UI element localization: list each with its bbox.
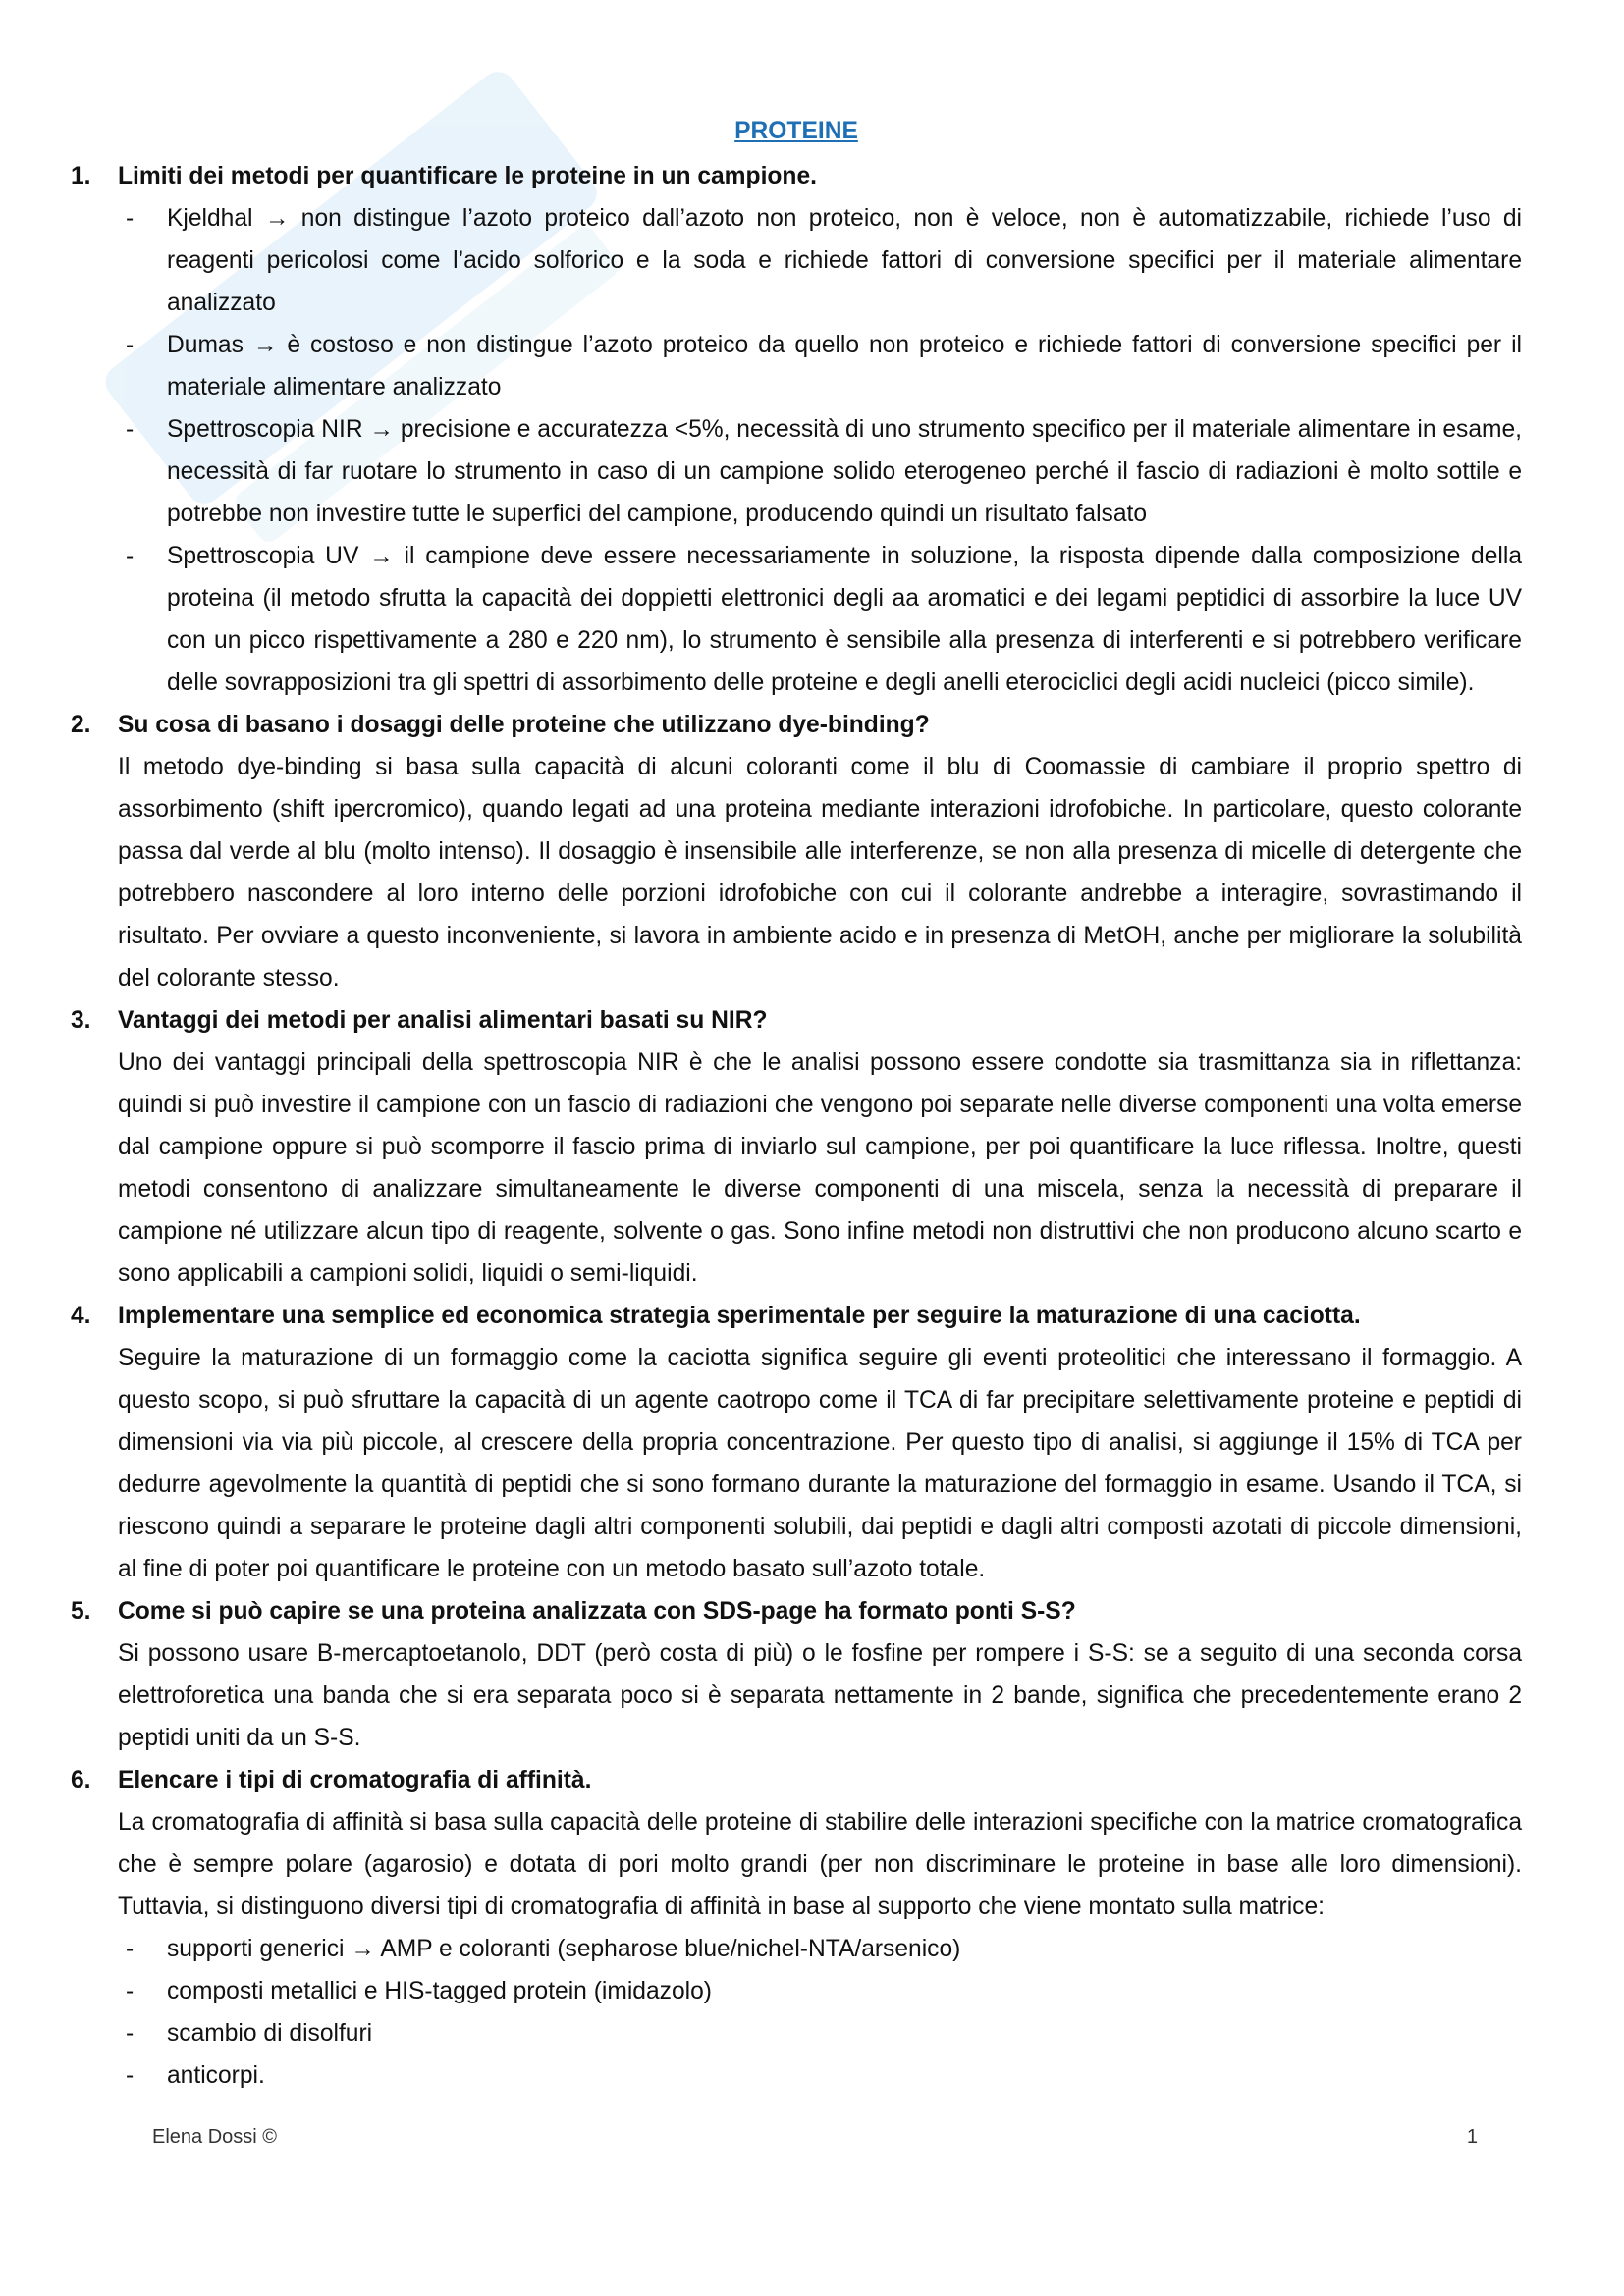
question-text: Elencare i tipi di cromatografia di affinità. — [118, 1767, 592, 1793]
answer-paragraph: Si possono usare B-mercaptoetanolo, DDT (però costa di più) o le fosfine per rompere i S-S: se a seguito di una seconda corsa elettroforetica una banda che si era separata poco si è separata nettamente in 2 bande, significa che precedentemente erano 2 peptidi uniti da un S-S. — [118, 1640, 1522, 1751]
list-item-text: Spettroscopia UV → il campione deve essere necessariamente in soluzione, la risposta dipende dalla composizione della proteina (il metodo sfrutta la capacità dei doppietti elettronici degli aa aromatici e dei legami peptidici di assorbire la luce UV con un picco rispettivamente a 280 e 220 nm), lo strumento è sensibile alla presenza di interferenti e si potrebbero verificare delle sovrapposizioni tra gli spettri di assorbimento delle proteine e degli anelli eterociclici degli acidi nucleici (picco simile). — [167, 543, 1522, 696]
list-item — [71, 324, 1522, 408]
bullet-dash: - — [126, 332, 135, 358]
section-2 — [71, 704, 1522, 999]
section-6 — [71, 1759, 1522, 2097]
answer-paragraph: Seguire la maturazione di un formaggio come la caciotta significa seguire gli eventi proteolitici che interessano il formaggio. A questo scopo, si può sfruttare la capacità di un agente caotropo come il TCA di far precipitare selettivamente proteine e peptidi di dimensioni via via più piccole, al crescere della propria concentrazione. Per questo tipo di analisi, si aggiunge il 15% di TCA per dedurre agevolmente la quantità di peptidi che si sono formano durante la maturazione del formaggio in esame. Usando il TCA, si riescono quindi a separare le proteine dagli altri componenti solubili, dai peptidi e dagli altri composti azotati di piccole dimensioni, al fine di poter poi quantificare le proteine con un metodo basato sull’azoto totale. — [118, 1345, 1522, 1582]
question-number: 6. — [71, 1767, 91, 1793]
list-item — [71, 1970, 1522, 2012]
question-number: 3. — [71, 1007, 91, 1034]
list-item — [71, 408, 1522, 535]
document-title: PROTEINE — [734, 118, 858, 144]
list-item-text: Spettroscopia NIR → precisione e accuratezza <5%, necessità di uno strumento specifico per il materiale alimentare in esame, necessità di far ruotare lo strumento in caso di un campione solido eterogeneo perché il fascio di radiazioni è molto sottile e potrebbe non investire tutte le superfici del campione, producendo quindi un risultato falsato — [167, 416, 1522, 527]
list-item-text: supporti generici → AMP e coloranti (sepharose blue/nichel-NTA/arsenico) — [167, 1936, 961, 1962]
list-item-text: scambio di disolfuri — [167, 2020, 373, 2047]
limits-list — [71, 197, 1522, 704]
footer-author: Elena Dossi © — [152, 2126, 278, 2148]
list-item-text: Dumas → è costoso e non distingue l’azoto proteico da quello non proteico e richiede fattori di conversione specifici per il materiale alimentare analizzato — [167, 332, 1522, 400]
section-1 — [71, 155, 1522, 704]
question-text: Su cosa di basano i dosaggi delle proteine che utilizzano dye-binding? — [118, 712, 930, 738]
answer-paragraph: Il metodo dye-binding si basa sulla capacità di alcuni coloranti come il blu di Coomassie di cambiare il proprio spettro di assorbimento (shift ipercromico), quando legati ad una proteina mediante interazioni idrofobiche. In particolare, questo colorante passa dal verde al blu (molto intenso). Il dosaggio è insensibile alle interferenze, se non alla presenza di micelle di detergente che potrebbero nascondere al loro interno delle porzioni idrofobiche con cui il colorante andrebbe a interagire, sovrastimando il risultato. Per ovviare a questo inconveniente, si lavora in ambiente acido e in presenza di MetOH, anche per migliorare la solubilità del colorante stesso. — [118, 754, 1522, 991]
question-heading — [71, 1295, 1522, 1337]
question-heading — [71, 999, 1522, 1041]
list-item — [71, 2012, 1522, 2055]
bullet-dash: - — [126, 2062, 135, 2089]
list-item-text: composti metallici e HIS-tagged protein (imidazolo) — [167, 1978, 712, 2004]
page-number: 1 — [1466, 2126, 1478, 2148]
answer-paragraph: La cromatografia di affinità si basa sulla capacità delle proteine di stabilire delle interazioni specifiche con la matrice cromatografica che è sempre polare (agarosio) e dotata di pori molto grandi (per non discriminare le proteine in base alle loro dimensioni). Tuttavia, si distinguono diversi tipi di cromatografia di affinità in base al supporto che viene montato sulla matrice: — [118, 1809, 1522, 1920]
question-number: 2. — [71, 712, 91, 738]
question-number: 5. — [71, 1598, 91, 1625]
section-4 — [71, 1295, 1522, 1590]
bullet-dash: - — [126, 416, 135, 443]
question-number: 4. — [71, 1303, 91, 1329]
question-text: Implementare una semplice ed economica strategia sperimentale per seguire la maturazione di una caciotta. — [118, 1303, 1361, 1329]
section-3 — [71, 999, 1522, 1295]
question-heading — [71, 704, 1522, 746]
question-number: 1. — [71, 163, 91, 189]
list-item — [71, 1928, 1522, 1970]
document-body — [71, 110, 1522, 2097]
list-item-text: Kjeldhal → non distingue l’azoto proteico dall’azoto non proteico, non è veloce, non è automatizzabile, richiede l’uso di reagenti pericolosi come l’acido solforico e la soda e richiede fattori di conversione specifici per il materiale alimentare analizzato — [167, 205, 1522, 316]
answer-paragraph: Uno dei vantaggi principali della spettroscopia NIR è che le analisi possono essere condotte sia trasmittanza sia in riflettanza: quindi si può investire il campione con un fascio di radiazioni che vengono poi separate nelle diverse componenti una volta emerse dal campione oppure si può scomporre il fascio prima di inviarlo sul campione, per poi quantificare la luce riflessa. Inoltre, questi metodi consentono di analizzare simultaneamente le diverse componenti di una miscela, senza la necessità di preparare il campione né utilizzare alcun tipo di reagente, solvente o gas. Sono infine metodi non distruttivi che non producono alcuno scarto e sono applicabili a campioni solidi, liquidi o semi-liquidi. — [118, 1049, 1522, 1287]
question-heading — [71, 1590, 1522, 1632]
section-5 — [71, 1590, 1522, 1759]
question-heading — [71, 155, 1522, 197]
question-text: Vantaggi dei metodi per analisi alimentari basati su NIR? — [118, 1007, 768, 1034]
question-heading — [71, 1759, 1522, 1801]
bullet-dash: - — [126, 543, 135, 569]
affinity-types-list — [71, 1928, 1522, 2097]
bullet-dash: - — [126, 205, 135, 232]
bullet-dash: - — [126, 1978, 135, 2004]
list-item — [71, 197, 1522, 324]
bullet-dash: - — [126, 2020, 135, 2047]
list-item — [71, 535, 1522, 704]
question-text: Come si può capire se una proteina analizzata con SDS-page ha formato ponti S-S? — [118, 1598, 1076, 1625]
bullet-dash: - — [126, 1936, 135, 1962]
list-item — [71, 2055, 1522, 2097]
list-item-text: anticorpi. — [167, 2062, 265, 2089]
question-text: Limiti dei metodi per quantificare le proteine in un campione. — [118, 163, 817, 189]
